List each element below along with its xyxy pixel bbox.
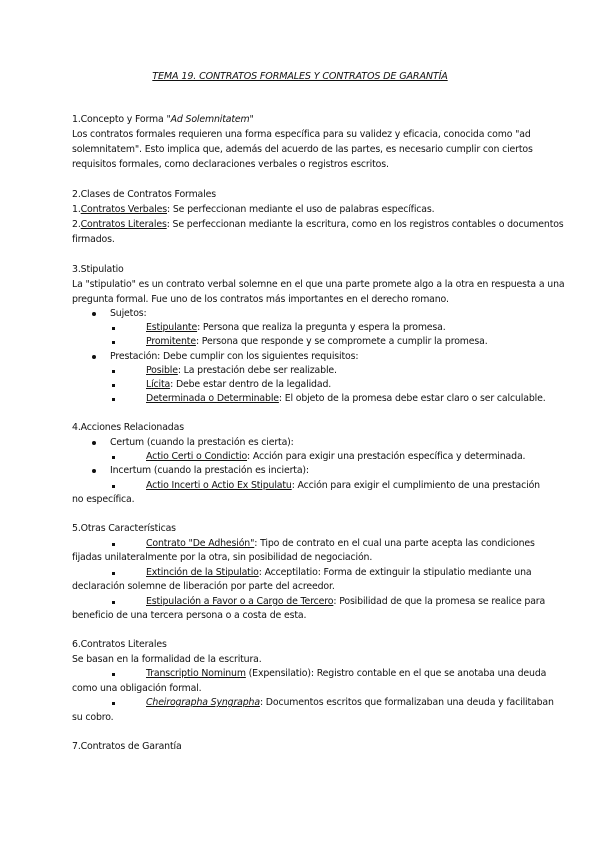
incertum-item: Actio Incerti o Actio Ex Stipulatu: Acción para exigir el cumplimiento de una prestación	[146, 480, 540, 491]
section-1-heading: 1.Concepto y Forma "Ad Solemnitatem"	[72, 114, 254, 125]
page-title: TEMA 19. CONTRATOS FORMALES Y CONTRATOS DE GARANTÍA	[152, 71, 448, 82]
bullet-icon	[92, 312, 96, 316]
section-6-intro: Se basan en la formalidad de la escritura.	[72, 654, 262, 665]
transcriptio-item-cont: como una obligación formal.	[72, 683, 202, 694]
bullet-square-icon	[112, 543, 115, 546]
extincion-item: Extinción de la Stipulatio: Acceptilatio: Forma de extinguir la stipulatio mediante una	[146, 567, 532, 578]
bullet-icon	[92, 469, 96, 473]
certum-label: Certum (cuando la prestación es cierta):	[110, 437, 294, 448]
incertum-item-cont: no específica.	[72, 494, 135, 505]
section-1-line-3: requisitos formales, como declaraciones verbales o registros escritos.	[72, 159, 389, 170]
bullet-icon	[92, 355, 96, 359]
prestacion-label: Prestación: Debe cumplir con los siguientes requisitos:	[110, 351, 359, 362]
section-7-heading: 7.Contratos de Garantía	[72, 741, 182, 752]
estipulacion-tercero-item: Estipulación a Favor o a Cargo de Tercero: Posibilidad de que la promesa se realice para	[146, 596, 546, 607]
determinada-item: Determinada o Determinable: El objeto de la promesa debe estar claro o ser calculable.	[146, 393, 546, 404]
sujetos-label: Sujetos:	[110, 308, 147, 319]
cheirographa-item: Cheirographa Syngrapha: Documentos escritos que formalizaban una deuda y facilitaban	[146, 697, 554, 708]
section-4-heading: 4.Acciones Relacionadas	[72, 422, 184, 433]
bullet-square-icon	[112, 572, 115, 575]
bullet-square-icon	[112, 456, 115, 459]
bullet-square-icon	[112, 702, 115, 705]
section-2-item-1: 1.Contratos Verbales: Se perfeccionan mediante el uso de palabras específicas.	[72, 204, 435, 215]
incertum-label: Incertum (cuando la prestación es incierta):	[110, 465, 309, 476]
section-3-intro-2: pregunta formal. Fue uno de los contratos más importantes en el derecho romano.	[72, 294, 449, 305]
bullet-square-icon	[112, 341, 115, 344]
extincion-item-cont: declaración solemne de liberación por parte del acreedor.	[72, 581, 335, 592]
section-3-heading: 3.Stipulatio	[72, 264, 124, 275]
certum-item: Actio Certi o Condictio: Acción para exigir una prestación específica y determinada.	[146, 451, 526, 462]
bullet-icon	[92, 441, 96, 445]
estipulacion-tercero-cont: beneficio de una tercera persona o a costa de esta.	[72, 610, 307, 621]
bullet-square-icon	[112, 601, 115, 604]
section-5-heading: 5.Otras Características	[72, 523, 176, 534]
section-2-item-2: 2.Contratos Literales: Se perfeccionan mediante la escritura, como en los registros contables o documentos	[72, 219, 564, 230]
section-1-line-1: Los contratos formales requieren una forma específica para su validez y eficacia, conocida como "ad	[72, 129, 531, 140]
cheirographa-item-cont: su cobro.	[72, 712, 114, 723]
section-3-intro-1: La "stipulatio" es un contrato verbal solemne en el que una parte promete algo a la otra en respuesta a una	[72, 279, 565, 290]
section-2-item-2-cont: firmados.	[72, 234, 115, 245]
promitente-item: Promitente: Persona que responde y se compromete a cumplir la promesa.	[146, 336, 488, 347]
bullet-square-icon	[112, 398, 115, 401]
adhesion-item: Contrato "De Adhesión": Tipo de contrato en el cual una parte acepta las condiciones	[146, 538, 535, 549]
bullet-square-icon	[112, 384, 115, 387]
section-6-heading: 6.Contratos Literales	[72, 639, 167, 650]
section-1-line-2: solemnitatem". Esto implica que, además del acuerdo de las partes, es necesario cumplir con ciertos	[72, 144, 533, 155]
estipulante-item: Estipulante: Persona que realiza la pregunta y espera la promesa.	[146, 322, 446, 333]
licita-item: Lícita: Debe estar dentro de la legalidad.	[146, 379, 332, 390]
bullet-square-icon	[112, 327, 115, 330]
bullet-square-icon	[112, 485, 115, 488]
bullet-square-icon	[112, 370, 115, 373]
adhesion-item-cont: fijadas unilateralmente por la otra, sin posibilidad de negociación.	[72, 552, 373, 563]
section-2-heading: 2.Clases de Contratos Formales	[72, 189, 216, 200]
posible-item: Posible: La prestación debe ser realizable.	[146, 365, 337, 376]
bullet-square-icon	[112, 673, 115, 676]
transcriptio-item: Transcriptio Nominum (Expensilatio): Registro contable en el que se anotaba una deuda	[146, 668, 547, 679]
